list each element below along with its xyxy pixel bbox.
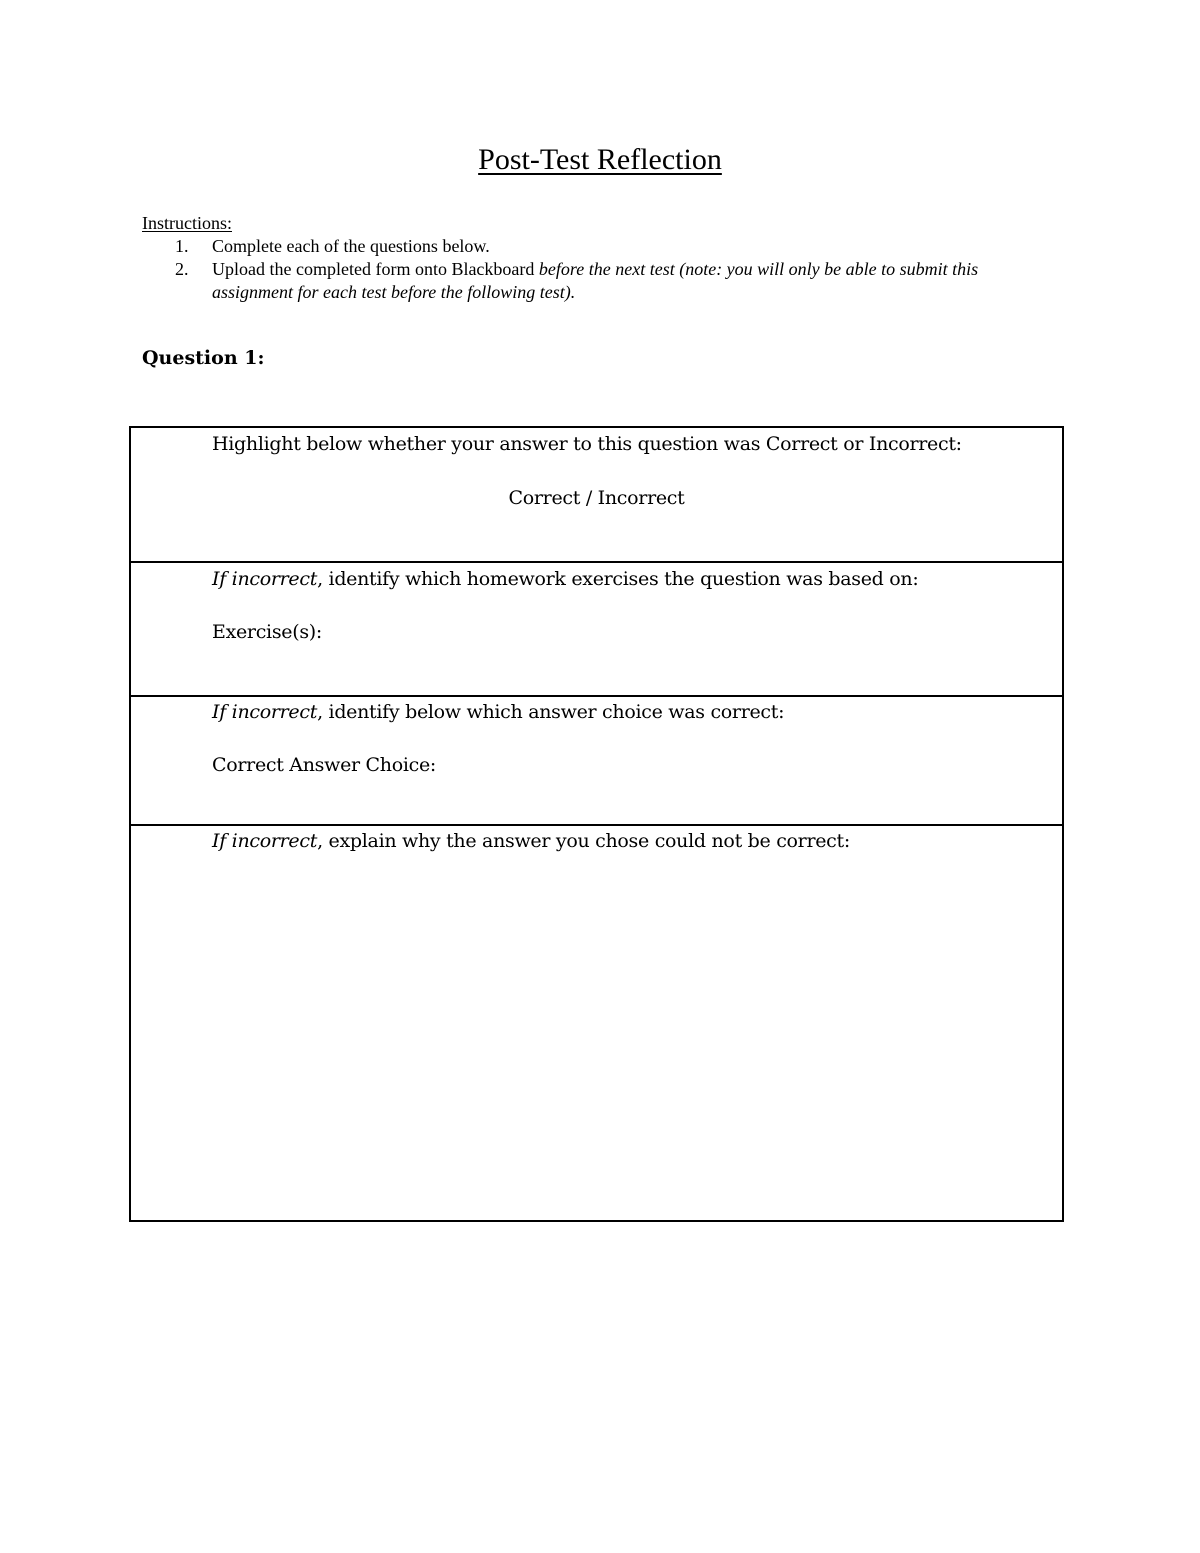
page-title: Post-Test Reflection: [478, 143, 722, 176]
correct-answer-choice-field[interactable]: Correct Answer Choice:: [212, 754, 437, 776]
correct-choice-row: [131, 697, 1062, 826]
correct-choice-prompt: [212, 699, 784, 725]
exercises-prompt: [212, 566, 918, 592]
instruction-number: 2.: [175, 259, 189, 279]
instruction-italic-text-continued: assignment for each test before the following test).: [212, 282, 576, 302]
explanation-prompt: [212, 828, 850, 854]
correctness-prompt: Highlight below whether your answer to this question was Correct or Incorrect:: [212, 433, 962, 455]
instruction-number: 1.: [175, 236, 189, 256]
correct-choice-prompt-text: , identify below which answer choice was correct:: [317, 701, 785, 723]
explanation-row[interactable]: [131, 826, 1062, 1220]
exercises-field[interactable]: Exercise(s):: [212, 621, 323, 643]
instructions-heading: Instructions:: [142, 213, 232, 233]
question-heading: Question 1:: [142, 347, 265, 369]
instruction-text: Upload the completed form onto Blackboard: [212, 259, 539, 279]
exercises-row: [131, 563, 1062, 697]
reflection-table: [129, 426, 1064, 1222]
instructions: [142, 212, 1072, 304]
instruction-item-1: [142, 235, 1072, 258]
if-incorrect-label: If incorrect: [212, 830, 318, 852]
if-incorrect-label: If incorrect: [212, 568, 318, 590]
instruction-italic-text: before the next test (note: you will only be able to submit this: [538, 259, 979, 279]
explanation-prompt-text: , explain why the answer you chose could not be correct:: [317, 830, 850, 852]
if-incorrect-label: If incorrect: [212, 701, 318, 723]
correctness-row: [131, 428, 1062, 563]
instructions-list: [142, 235, 1072, 304]
instruction-item-2: [142, 258, 1072, 304]
instruction-text: Complete each of the questions below.: [212, 236, 490, 256]
correct-incorrect-options[interactable]: Correct / Incorrect: [508, 487, 685, 509]
exercises-prompt-text: , identify which homework exercises the question was based on:: [317, 568, 919, 590]
